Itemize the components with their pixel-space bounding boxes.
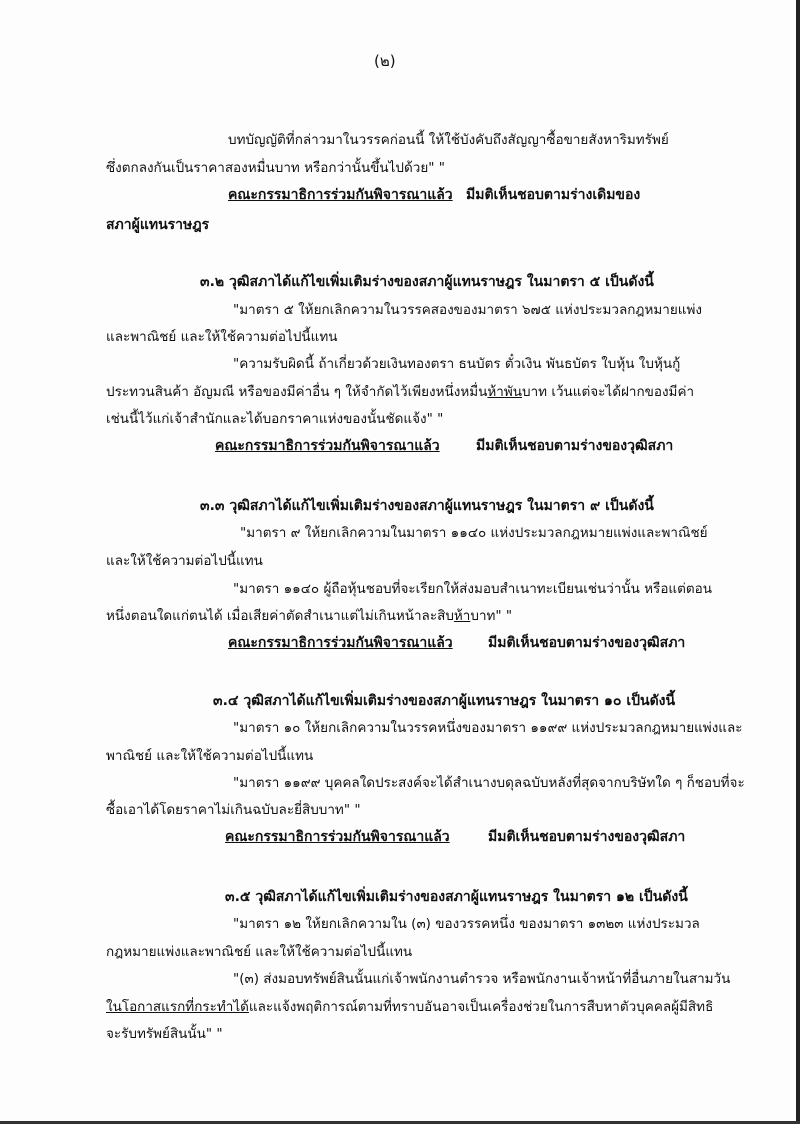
committee-resolution: มีมติเห็นชอบตามร่างของวุฒิสภา: [488, 635, 686, 651]
text-line: "ความรับผิดนี้ ถ้าเกี่ยวด้วยเงินทองตรา ธนบัตร ตั๋วเงิน พันธบัตร ใบหุ้น ใบหุ้นกู้: [233, 356, 681, 372]
committee-resolution: มีมติเห็นชอบตามร่างเดิมของ: [466, 187, 641, 203]
text-line: และพาณิชย์ และให้ใช้ความต่อไปนี้แทน: [106, 329, 338, 345]
section-heading-3-2: ๓.๒ วุฒิสภาได้แก้ไขเพิ่มเติมร่างของสภาผู้แทนราษฎร ในมาตรา ๕ เป็นดังนี้: [200, 274, 654, 290]
text-line: "มาตรา ๑๑๙๙ บุคคลใดประสงค์จะได้สำเนางบดุลฉบับหลังที่สุดจากบริษัทใด ๆ ก็ชอบที่จะ: [233, 775, 745, 791]
committee-heading: คณะกรรมาธิการร่วมกันพิจารณาแล้ว: [228, 187, 453, 203]
text-line: ซื้อเอาได้โดยราคาไม่เกินฉบับละยี่สิบบาท" ": [106, 802, 361, 818]
text-line: [106, 607, 512, 625]
text-line: "มาตรา ๙ ให้ยกเลิกความในมาตรา ๑๑๔๐ แห่งประมวลกฎหมายแพ่งและพาณิชย์: [240, 525, 708, 541]
section-heading-3-5: ๓.๕ วุฒิสภาได้แก้ไขเพิ่มเติมร่างของสภาผู้แทนราษฎร ในมาตรา ๑๒ เป็นดังนี้: [225, 889, 688, 905]
text-line: [106, 998, 713, 1016]
section-heading-3-3: ๓.๓ วุฒิสภาได้แก้ไขเพิ่มเติมร่างของสภาผู้แทนราษฎร ในมาตรา ๙ เป็นดังนี้: [200, 498, 654, 514]
text-segment: และแจ้งพฤติการณ์ตามที่ทราบอันอาจเป็นเครื่องช่วยในการสืบหาตัวบุคคลผู้มีสิทธิ: [248, 999, 714, 1015]
text-line: "(๓) ส่งมอบทรัพย์สินนั้นแก่เจ้าพนักงานตำรวจ หรือพนักงานเจ้าหน้าที่อื่นภายในสามวัน: [233, 971, 731, 987]
committee-resolution-cont: สภาผู้แทนราษฎร: [106, 217, 210, 233]
underlined-amendment: ห้า: [453, 608, 471, 624]
text-line: และให้ใช้ความต่อไปนี้แทน: [106, 553, 263, 569]
underlined-amendment: ห้าพัน: [487, 384, 523, 400]
text-line: "มาตรา ๕ ให้ยกเลิกความในวรรคสองของมาตรา ๖๗๕ แห่งประมวลกฎหมายแพ่ง: [233, 302, 702, 318]
text-segment: บาท" ": [470, 608, 513, 624]
text-line: "มาตรา ๑๒ ให้ยกเลิกความใน (๓) ของวรรคหนึ่ง ของมาตรา ๑๓๒๓ แห่งประมวล: [233, 916, 700, 932]
text-line: เช่นนี้ไว้แก่เจ้าสำนักและได้บอกราคาแห่งของนั้นชัดแจ้ง" ": [106, 411, 444, 427]
committee-heading: คณะกรรมาธิการร่วมกันพิจารณาแล้ว: [228, 635, 453, 651]
text-line: กฎหมายแพ่งและพาณิชย์ และให้ใช้ความต่อไปนี้แทน: [106, 944, 413, 960]
text-line: "มาตรา ๑๐ ให้ยกเลิกความในวรรคหนึ่งของมาตรา ๑๑๙๙ แห่งประมวลกฎหมายแพ่งและ: [233, 720, 743, 736]
text-segment: ประทวนสินค้า อัญมณี หรือของมีค่าอื่น ๆ ให้จำกัดไว้เพียงหนึ่งหมื่น: [106, 384, 488, 400]
committee-heading: คณะกรรมาธิการร่วมกันพิจารณาแล้ว: [225, 829, 450, 845]
text-line: พาณิชย์ และให้ใช้ความต่อไปนี้แทน: [106, 748, 314, 764]
text-line: ซึ่งตกลงกันเป็นราคาสองหมื่นบาท หรือกว่านั้นขึ้นไปด้วย" ": [106, 160, 445, 176]
section-heading-3-4: ๓.๔ วุฒิสภาได้แก้ไขเพิ่มเติมร่างของสภาผู้แทนราษฎร ในมาตรา ๑๐ เป็นดังนี้: [213, 693, 676, 709]
text-line: บทบัญญัติที่กล่าวมาในวรรคก่อนนี้ ให้ใช้บังคับถึงสัญญาซื้อขายสังหาริมทรัพย์: [228, 132, 669, 148]
committee-resolution: มีมติเห็นชอบตามร่างของวุฒิสภา: [476, 438, 674, 454]
underlined-amendment: ในโอกาสแรกที่กระทำได้: [106, 999, 249, 1015]
committee-heading: คณะกรรมาธิการร่วมกันพิจารณาแล้ว: [215, 438, 440, 454]
text-line: จะรับทรัพย์สินนั้น" ": [106, 1026, 223, 1042]
scan-edge-right: [796, 0, 800, 1124]
text-line: [106, 383, 694, 401]
page-number: (๒): [374, 52, 396, 70]
text-line: "มาตรา ๑๑๔๐ ผู้ถือหุ้นชอบที่จะเรียกให้ส่งมอบสำเนาทะเบียนเช่นว่านั้น หรือแต่ตอน: [233, 581, 712, 597]
committee-resolution: มีมติเห็นชอบตามร่างของวุฒิสภา: [488, 829, 686, 845]
text-segment: บาท เว้นแต่จะได้ฝากของมีค่า: [522, 384, 695, 400]
text-segment: หนึ่งตอนใดแก่ตนได้ เมื่อเสียค่าตัดสำเนาแต่ไม่เกินหน้าละสิบ: [106, 608, 454, 624]
